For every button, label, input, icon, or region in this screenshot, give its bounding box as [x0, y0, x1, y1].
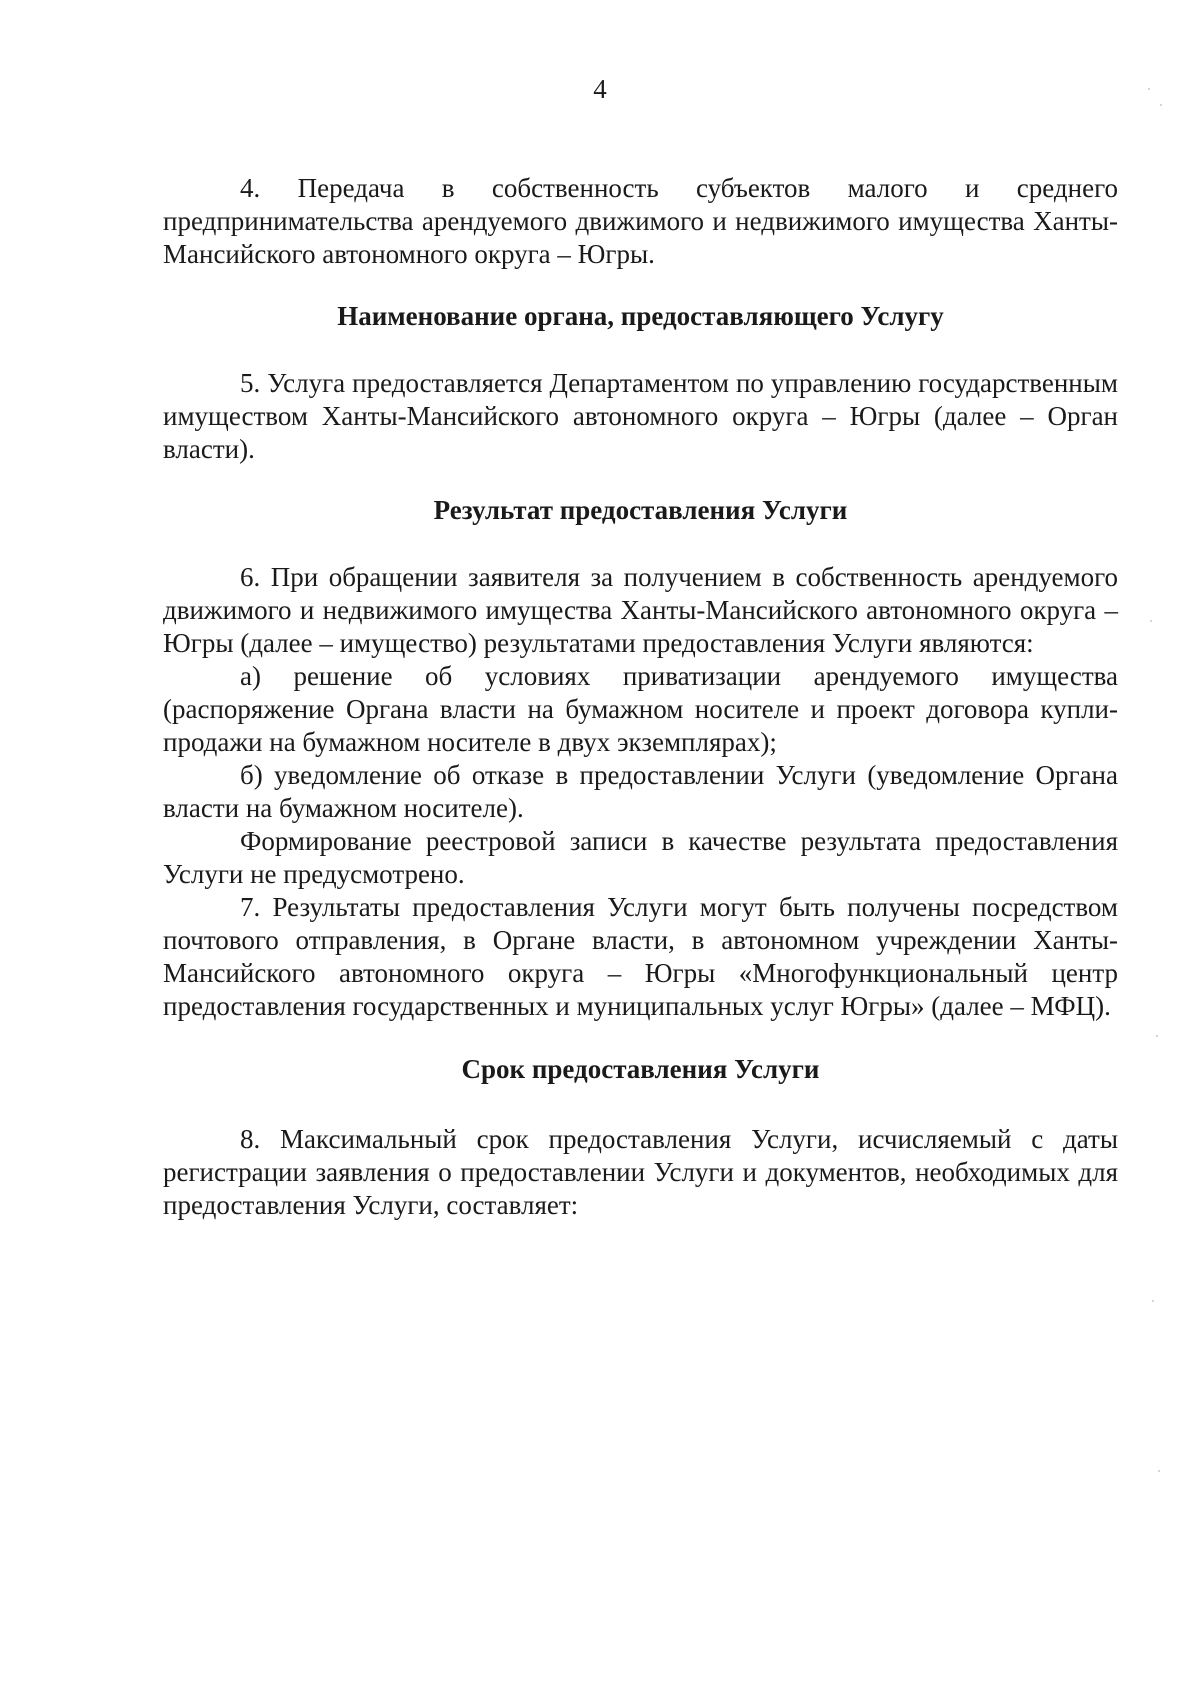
document-body [163, 172, 1118, 1222]
section-heading-authority: Наименование органа, предоставляющего Услугу [337, 301, 944, 331]
scan-speck [1158, 1470, 1160, 1472]
paragraph-5: 5. Услуга предоставляется Департаментом по управлению государственным имуществом Ханты-Мансийского автономного округа – Югры (далее – Орган власти). [163, 368, 1118, 464]
scan-speck [1148, 88, 1150, 90]
section-heading-result: Результат предоставления Услуги [433, 495, 848, 525]
paragraph-8: 8. Максимальный срок предоставления Услуги, исчисляемый с даты регистрации заявления о предоставлении Услуги и документов, необходимых для предоставления Услуги, составляет: [163, 1124, 1118, 1220]
paragraph-6b: б) уведомление об отказе в предоставлении Услуги (уведомление Органа власти на бумажном носителе). [163, 760, 1118, 823]
paragraph-6c: Формирование реестровой записи в качестве результата предоставления Услуги не предусмотрено. [163, 826, 1118, 889]
scan-speck [1156, 1035, 1158, 1037]
page-number: 4 [593, 74, 607, 104]
scan-speck [1152, 1300, 1154, 1302]
scan-speck [1150, 620, 1152, 622]
paragraph-6: 6. При обращении заявителя за получением в собственность арендуемого движимого и недвижимого имущества Ханты-Мансийского автономного округа – Югры (далее – имущество) результатами предоставления Услуги являются: [163, 562, 1118, 658]
section-heading-term: Срок предоставления Услуги [461, 1054, 820, 1084]
paragraph-4: 4. Передача в собственность субъектов малого и среднего предпринимательства арендуемого движимого и недвижимого имущества Ханты-Мансийского автономного округа – Югры. [163, 173, 1118, 269]
scan-speck [1160, 104, 1162, 106]
paragraph-6a: а) решение об условиях приватизации арендуемого имущества (распоряжение Органа власти на бумажном носителе и проект договора купли-продажи на бумажном носителе в двух экземплярах); [163, 661, 1118, 757]
paragraph-7: 7. Результаты предоставления Услуги могут быть получены посредством почтового отправления, в Органе власти, в автономном учреждении Ханты-Мансийского автономного округа – Югры «Многофункциональный центр предоставления государственных и муниципальных услуг Югры» (далее – МФЦ). [163, 892, 1118, 1021]
